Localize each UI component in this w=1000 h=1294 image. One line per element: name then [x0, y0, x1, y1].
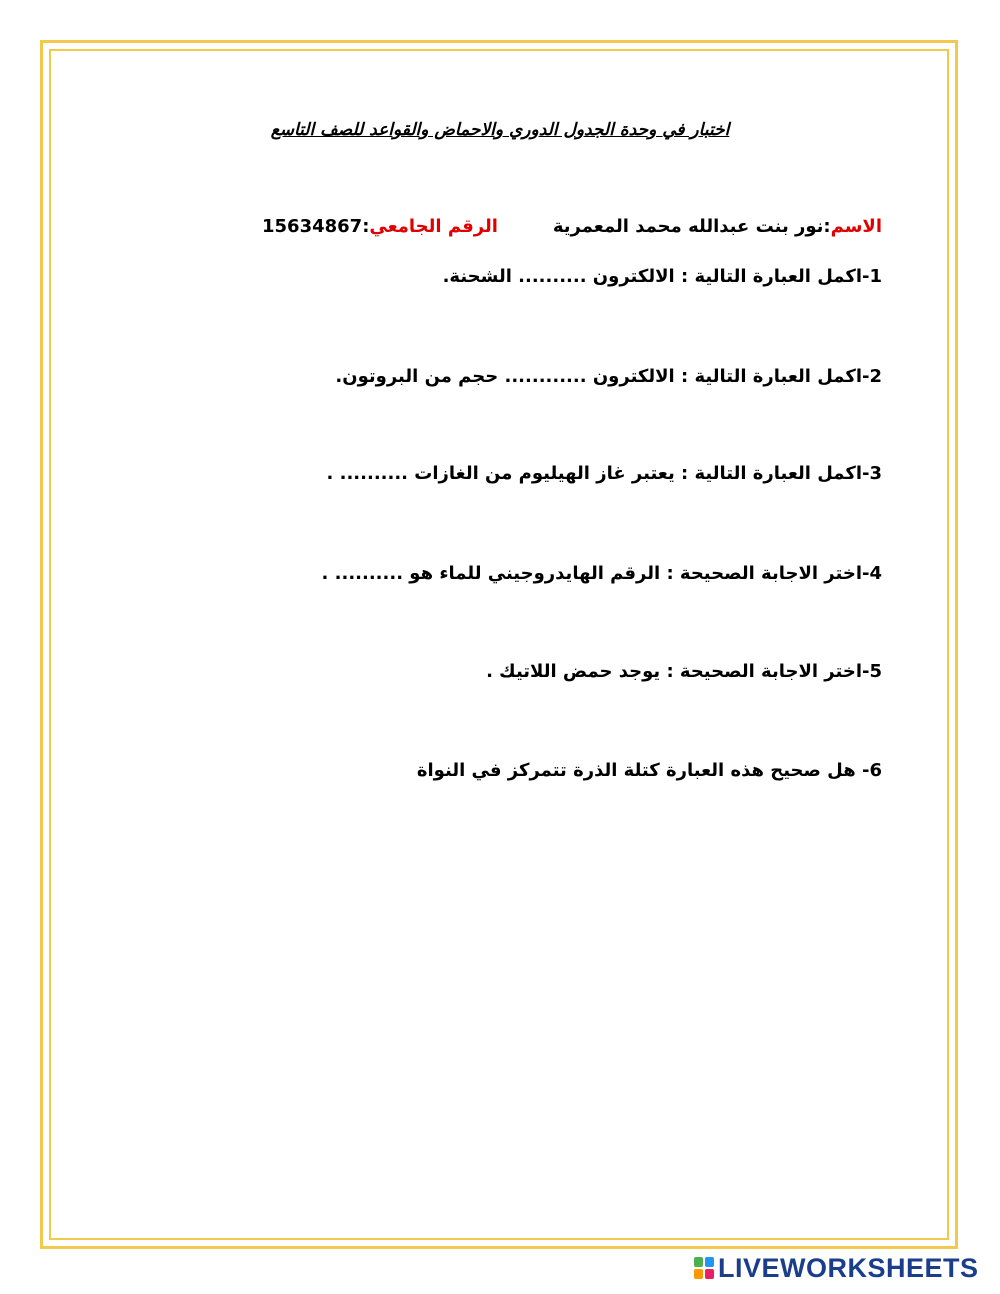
question-4: 4-اختر الاجابة الصحيحة : الرقم الهايدروجيني للماء هو .......... .	[321, 563, 882, 584]
question-2: 2-اكمل العبارة التالية : الالكترون ............ حجم من البروتون.	[335, 366, 882, 387]
university-id-row	[262, 216, 498, 237]
university-id-label: الرقم الجامعي	[369, 216, 498, 237]
logo-square-1	[694, 1257, 703, 1267]
question-1: 1-اكمل العبارة التالية : الالكترون .......... الشحنة.	[442, 266, 882, 287]
name-value: :نور بنت عبدالله محمد المعمرية	[552, 216, 831, 237]
logo-square-4	[705, 1269, 714, 1279]
liveworksheets-wordmark: LIVEWORKSHEETS	[718, 1253, 979, 1283]
question-3: 3-اكمل العبارة التالية : يعتبر غاز الهيليوم من الغازات .......... .	[326, 463, 882, 484]
question-5: 5-اختر الاجابة الصحيحة : يوجد حمض اللاتيك .	[486, 661, 882, 682]
question-6: 6- هل صحيح هذه العبارة كتلة الذرة تتمركز في النواة	[416, 760, 882, 781]
liveworksheets-logo-icon	[694, 1257, 714, 1279]
liveworksheets-brand[interactable]	[694, 1253, 979, 1283]
logo-square-2	[705, 1257, 714, 1267]
name-label: الاسم	[830, 216, 882, 237]
university-id-value: :15634867	[262, 216, 370, 237]
logo-square-3	[694, 1269, 703, 1279]
worksheet-title: اختبار في وحدة الجدول الدوري والاحماض والقواعد للصف التاسع	[270, 120, 730, 140]
student-name-row	[553, 216, 882, 237]
